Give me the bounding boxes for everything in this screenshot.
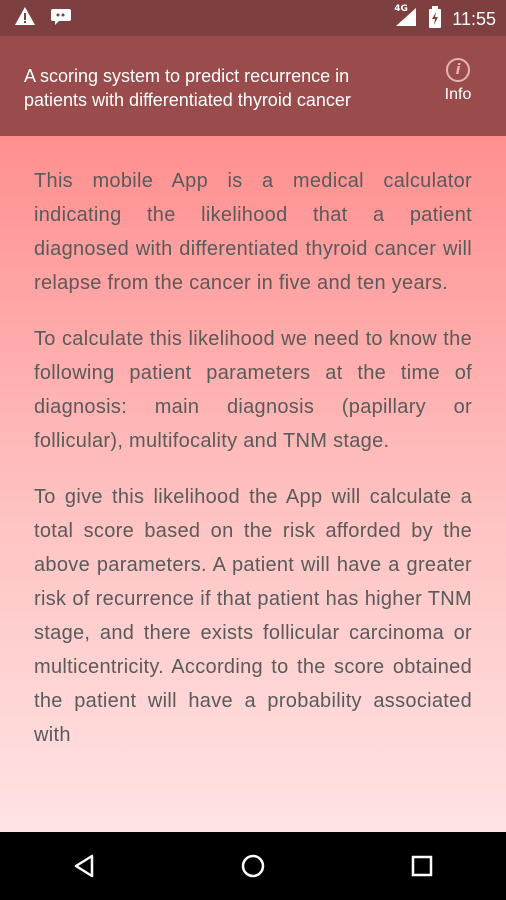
- intro-content[interactable]: [0, 136, 506, 832]
- recents-button[interactable]: [392, 836, 452, 896]
- intro-paragraph: To give this likelihood the App will calculate a total score based on the risk afforded by the above parameters. A patient will have a greater risk of recurrence if that patient has higher TNM stage, and there exists follicular carcinoma or multicentricity. According to the score obtained the patient will have a probability associated with: [34, 486, 472, 746]
- intro-paragraph: To calculate this likelihood we need to know the following patient parameters at the time of diagnosis: main diagnosis (papillary or follicular), multifocality and TNM stage.: [34, 328, 472, 452]
- intro-paragraph: This mobile App is a medical calculator indicating the likelihood that a patient diagnosed with differentiated thyroid cancer will relapse from the cancer in five and ten years.: [34, 170, 472, 294]
- chat-icon: [50, 6, 72, 30]
- page-title: A scoring system to predict recurrence in patients with differentiated thyroid cancer: [24, 66, 351, 110]
- info-label: Info: [444, 86, 472, 103]
- status-time: 11:55: [452, 8, 496, 29]
- info-button[interactable]: [428, 58, 488, 104]
- network-label: 4G: [394, 4, 408, 14]
- signal-icon: [394, 6, 418, 32]
- recents-icon: [408, 852, 436, 880]
- back-button[interactable]: [54, 836, 114, 896]
- warning-icon: [14, 6, 36, 30]
- back-icon: [70, 852, 98, 880]
- home-button[interactable]: [223, 836, 283, 896]
- navigation-bar: [0, 832, 506, 900]
- app-bar: [0, 36, 506, 136]
- status-bar: [0, 0, 506, 36]
- home-icon: [239, 852, 267, 880]
- info-icon: i: [446, 58, 470, 82]
- battery-charging-icon: [428, 6, 442, 32]
